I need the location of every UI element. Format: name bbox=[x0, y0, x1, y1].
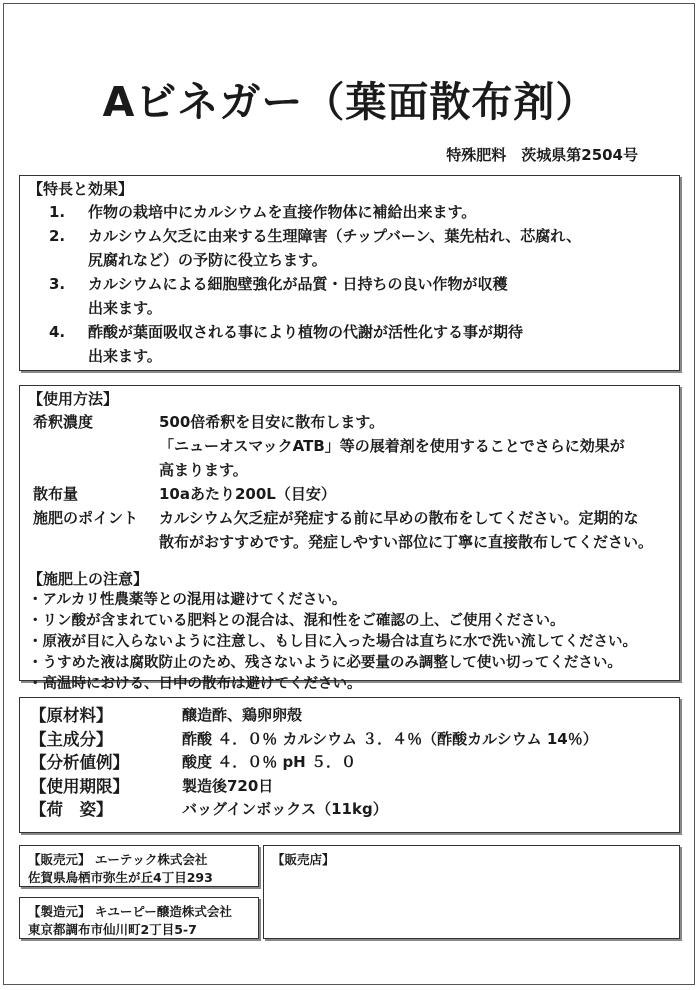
caution-item: ・うすめた液は腐敗防止のため、残さないように必要量のみ調整して使い切ってください。 bbox=[28, 655, 622, 671]
feature-text: 出来ます。 bbox=[88, 347, 162, 365]
point-row bbox=[28, 506, 671, 554]
features-header: 【特長と効果】 bbox=[28, 180, 134, 198]
product-title: Aビネガー（葉面散布剤） bbox=[102, 78, 598, 126]
feature-text: 酢酸が葉面吸収される事により植物の代謝が活性化する事が期待 bbox=[88, 323, 524, 341]
amount-label: 散布量 bbox=[33, 485, 79, 503]
feature-number: 1. bbox=[49, 203, 66, 221]
amount-row bbox=[28, 482, 671, 506]
dilution-text: 高まります。 bbox=[159, 461, 248, 479]
spec-label: 【使用期限】 bbox=[30, 776, 129, 796]
feature-item bbox=[28, 224, 671, 272]
point-text: 散布がおすすめです。発症しやすい部位に丁寧に直接散布してください。 bbox=[159, 533, 653, 551]
feature-text: 出来ます。 bbox=[88, 299, 162, 317]
spec-row bbox=[30, 751, 669, 775]
usage-section bbox=[19, 385, 680, 692]
feature-number: 4. bbox=[49, 323, 66, 341]
features-section bbox=[19, 175, 680, 371]
dilution-text: 500倍希釈を目安に散布します。 bbox=[159, 413, 385, 431]
caution-item: ・リン酸が含まれている肥料との混合は、混和性をご確認の上、ご使用ください。 bbox=[28, 613, 565, 629]
maker-label: 【製造元】 bbox=[28, 904, 91, 919]
spec-value: 酢酸 ４．０％ カルシウム ３．４％（酢酸カルシウム 14％） bbox=[182, 729, 598, 748]
feature-item bbox=[28, 272, 671, 320]
spec-value: 酸度 ４．０％ pH ５．０ bbox=[182, 753, 356, 771]
maker-name: キユーピー醸造株式会社 bbox=[94, 904, 232, 919]
spec-row bbox=[30, 704, 669, 728]
spec-row bbox=[30, 728, 669, 752]
dilution-row bbox=[28, 410, 671, 482]
store-box bbox=[263, 845, 680, 939]
registration-number: 特殊肥料 茨城県第2504号 bbox=[446, 146, 638, 164]
caution-item: ・アルカリ性農薬等との混用は避けてください。 bbox=[28, 592, 347, 608]
spec-row bbox=[30, 775, 669, 799]
seller-address: 佐賀県鳥栖市弥生が丘4丁目293 bbox=[28, 870, 213, 885]
dilution-text: 「ニューオスマックATB」等の展着剤を使用することでさらに効果が bbox=[159, 437, 625, 455]
seller-name: エーテック株式会社 bbox=[94, 852, 208, 867]
feature-item bbox=[28, 320, 671, 368]
caution-item: ・高温時における、日中の散布は避けてください。 bbox=[28, 676, 362, 692]
feature-item bbox=[28, 200, 671, 224]
spec-value: 製造後720日 bbox=[182, 776, 274, 795]
seller-label: 【販売元】 bbox=[28, 852, 91, 867]
specs-section bbox=[19, 697, 680, 833]
spec-value: バッグインボックス（11kg） bbox=[182, 800, 388, 818]
usage-header: 【使用方法】 bbox=[28, 390, 119, 408]
spec-label: 【荷 姿】 bbox=[30, 800, 113, 819]
seller-box bbox=[19, 845, 259, 887]
point-text: カルシウム欠乏症が発症する前に早めの散布をしてください。定期的な bbox=[159, 509, 639, 527]
spec-label: 【分析値例】 bbox=[30, 753, 129, 772]
feature-text: カルシウム欠乏に由来する生理障害（チップバーン、葉先枯れ、芯腐れ、 bbox=[88, 227, 582, 245]
store-label: 【販売店】 bbox=[272, 852, 335, 867]
dilution-label: 希釈濃度 bbox=[33, 413, 94, 431]
amount-text: 10aあたり200L（目安） bbox=[159, 485, 336, 503]
cautions-header: 【施肥上の注意】 bbox=[28, 570, 149, 588]
feature-number: 3. bbox=[49, 275, 66, 293]
point-label: 施肥のポイント bbox=[33, 509, 139, 527]
spec-label: 【主成分】 bbox=[30, 729, 113, 749]
spec-value: 醸造酢、鶏卵卵殻 bbox=[182, 706, 303, 724]
caution-item: ・原液が目に入らないように注意し、もし目に入った場合は直ちに水で洗い流してください。 bbox=[28, 634, 637, 650]
feature-text: 作物の栽培中にカルシウムを直接作物体に補給出来ます。 bbox=[88, 203, 477, 221]
feature-text: カルシウムによる細胞壁強化が品質・日持ちの良い作物が収穫 bbox=[88, 275, 508, 293]
cautions-block bbox=[28, 568, 671, 695]
spec-label: 【原材料】 bbox=[30, 706, 113, 725]
feature-number: 2. bbox=[49, 227, 66, 245]
maker-address: 東京都調布市仙川町2丁目5-7 bbox=[28, 922, 197, 937]
spec-row bbox=[30, 798, 669, 822]
maker-box bbox=[19, 897, 259, 939]
feature-text: 尻腐れなど）の予防に役立ちます。 bbox=[88, 251, 327, 269]
